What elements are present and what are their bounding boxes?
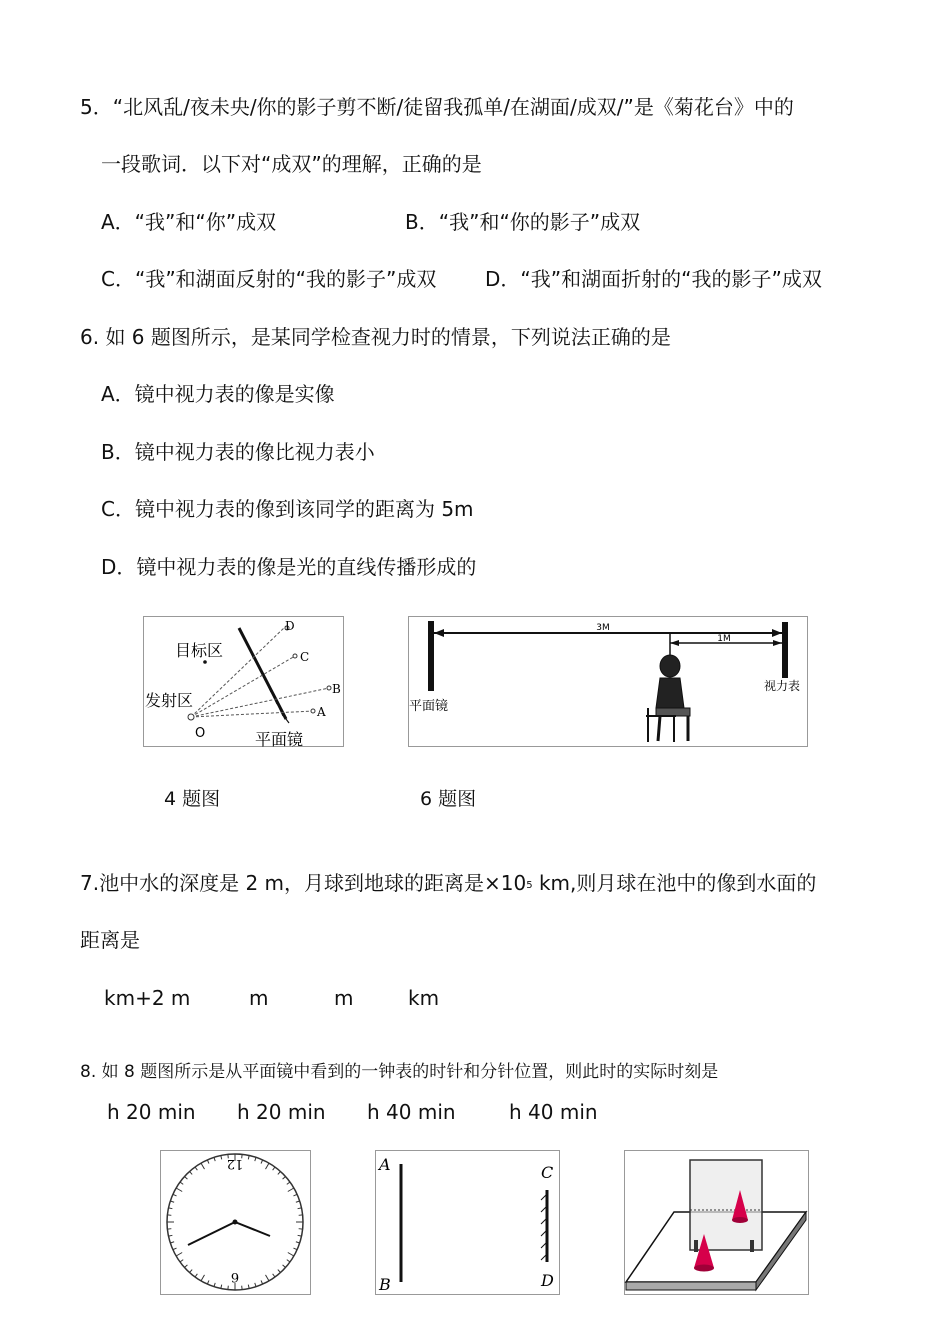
- q6-option-d: D．镜中视力表的像是光的直线传播形成的: [101, 555, 477, 579]
- mirror-ab-cd-figure: [375, 1150, 560, 1295]
- clock-figure: [160, 1150, 311, 1295]
- point-a-label: A: [317, 705, 326, 719]
- q6-option-b: B．镜中视力表的像比视力表小: [101, 440, 375, 464]
- point-d-label: D: [541, 1271, 554, 1290]
- figure-6: [408, 616, 808, 747]
- figure-4-caption: 4 题图: [164, 788, 221, 810]
- clock-number-12: 12: [226, 1156, 244, 1171]
- emit-area-label: 发射区: [145, 691, 194, 710]
- q7-stem-line1: 7.池中水的深度是 2 m，月球到地球的距离是$\times 10^5$ km,则月球在池中的像到水面的: [80, 871, 817, 895]
- target-area-label: 目标区: [175, 641, 224, 660]
- origin-label: O: [195, 726, 206, 741]
- mirror-bar: [428, 621, 434, 691]
- q5-stem-line2: 一段歌词．以下对“成双”的理解，正确的是: [101, 152, 482, 176]
- figure-4: [143, 616, 344, 747]
- origin-point: [188, 714, 194, 720]
- q7-option-1: km+2 m: [104, 986, 191, 1010]
- q6-stem: 6. 如 6 题图所示，是某同学检查视力时的情景，下列说法正确的是: [80, 325, 671, 349]
- glass-plate: [690, 1160, 762, 1250]
- target-dot: [203, 660, 207, 664]
- point-c-label: C: [541, 1163, 554, 1182]
- mirror-label: 平面镜: [255, 730, 304, 747]
- glass-plate-experiment-figure: [624, 1150, 809, 1295]
- q8-option-2: h 20 min: [237, 1100, 326, 1124]
- clock-number-6: 6: [230, 1269, 240, 1284]
- q7-stem-line2: 距离是: [80, 928, 140, 952]
- q5-option-d: D．“我”和湖面折射的“我的影子”成双: [485, 267, 822, 291]
- q5-stem-line1: 5．“北风乱/夜未央/你的影子剪不断/徒留我孤单/在湖面/成双/”是《菊花台》中的: [80, 95, 794, 119]
- q5-option-b: B．“我”和“你的影子”成双: [405, 210, 641, 234]
- q8-option-4: h 40 min: [509, 1100, 598, 1124]
- q6-option-a: A．镜中视力表的像是实像: [101, 382, 335, 406]
- point-c-label: C: [300, 650, 310, 664]
- q5-option-a: A．“我”和“你”成双: [101, 210, 277, 234]
- figure-6-caption: 6 题图: [420, 788, 477, 810]
- point-b-label: B: [379, 1275, 391, 1294]
- q6-option-c: C．镜中视力表的像到该同学的距离为 5m: [101, 497, 474, 521]
- q7-option-3: m: [334, 986, 354, 1010]
- point-b-label: B: [332, 682, 341, 696]
- eye-chart-label: 视力表: [764, 679, 801, 693]
- mirror-label: 平面镜: [409, 699, 449, 714]
- q7-option-2: m: [249, 986, 269, 1010]
- q8-stem: 8. 如 8 题图所示是从平面镜中看到的一钟表的时针和分针位置，则此时的实际时刻是: [80, 1062, 719, 1082]
- eye-chart-bar: [782, 622, 788, 678]
- q5-option-c: C．“我”和湖面反射的“我的影子”成双: [101, 267, 437, 291]
- q7-option-4: km: [408, 986, 440, 1010]
- q8-option-3: h 40 min: [367, 1100, 456, 1124]
- point-a-label: A: [379, 1155, 391, 1174]
- q8-option-1: h 20 min: [107, 1100, 196, 1124]
- distance-1m-label: 1M: [717, 634, 731, 644]
- point-d-label: D: [285, 619, 295, 633]
- distance-3m-label: 3M: [596, 623, 610, 633]
